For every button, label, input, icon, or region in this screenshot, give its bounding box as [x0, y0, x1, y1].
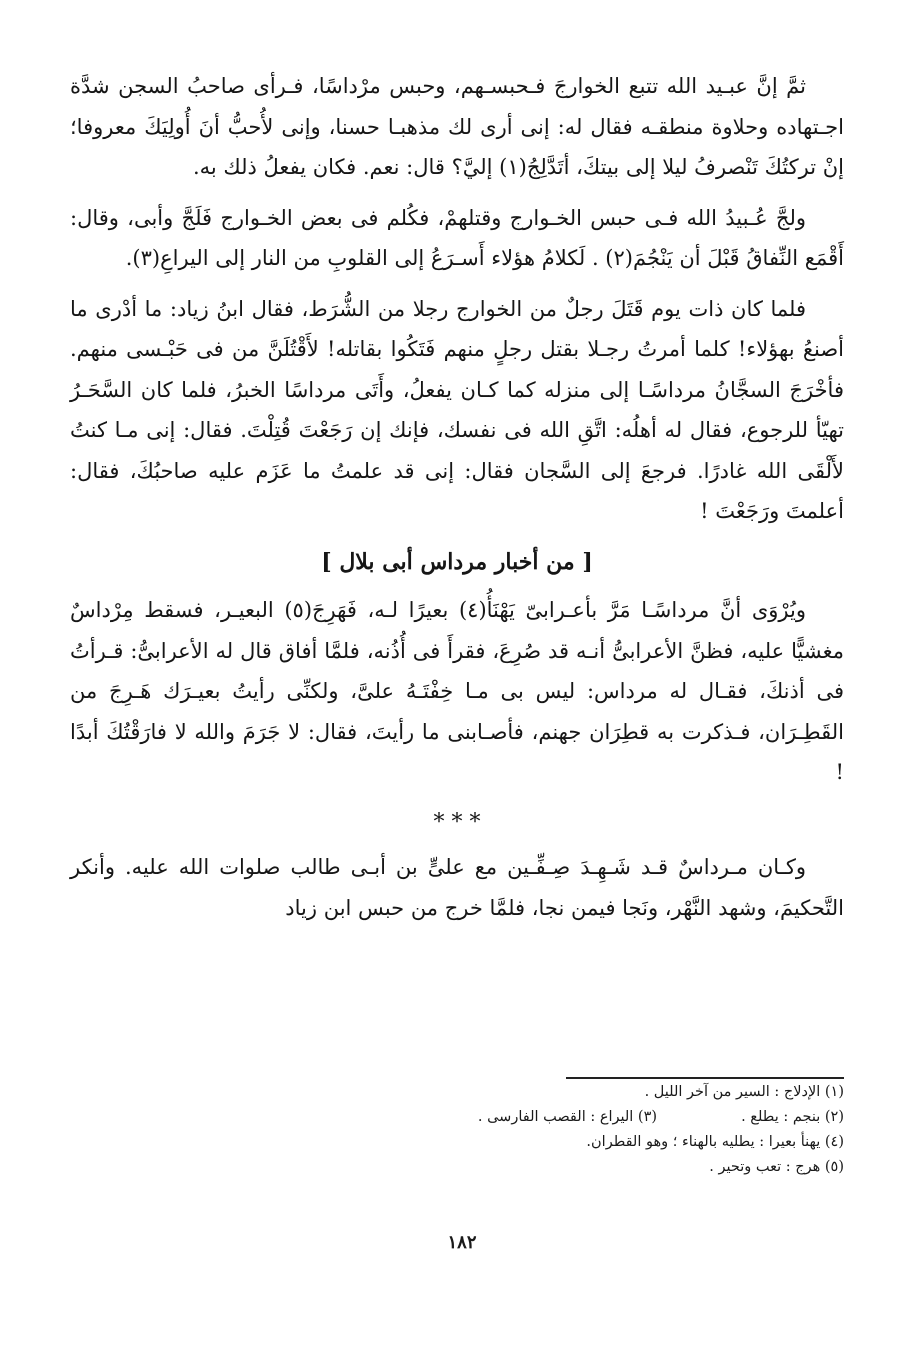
page-body — [70, 66, 844, 938]
footnote-4: (٤) يهنأ بعيرا : يطليه بالهناء ؛ وهو القطران. — [586, 1134, 844, 1150]
footnote-row-2-3 — [144, 1105, 844, 1130]
paragraph-1: ثمَّ إنَّ عبـيد الله تتبع الخوارجَ فـحبسـهم، وحبس مرْداسًا، فـرأى صاحبُ السجن شدَّة اجـتهاده وحلاوة منطقـه فقال له: إنى أرى لك مذهبـا حسنا، وإنى لأُحبُّ أنَ أُولِيَكَ معروفا؛ إنْ تركتُكَ تَنْصرفُ ليلا إلى بيتكَ، أتَدَّلِجُ(١) إليَّ؟ قال: نعم. فكان يفعلُ ذلك به. — [70, 74, 844, 179]
paragraph-3: فلما كان ذات يوم قَتَلَ رجلٌ من الخوارج رجلا من الشُّرَط، فقال ابنُ زياد: ما أدْرى ما أصنعُ بهؤلاء! كلما أمرتُ رجـلا بقتل رجلٍ منهم فَتَكُوا بقاتله! لأَقْتُلَنَّ من فى حَبْـسى منهم. فأخْرَجَ السجَّانُ مرداسًـا إلى منزله كما كـان يفعلُ، وأَتَى مرداسًا الخبرُ، فلما كان السَّحَـرُ تهيّأ للرجوع، فقال له أهلُه: اتَّقِ الله فى نفسك، فإنك إن رَجَعْتَ قُتِلْتَ. فقال: إنى مـا كنتُ لأَلْقَى الله غادرًا. فرجعَ إلى السَّجان فقال: إنى قد علمتُ ما عَزَم عليه صاحبُكَ، فقال: أعلمتَ ورَجَعْتَ ! — [70, 296, 844, 523]
paragraph-4: ويُرْوَى أنَّ مرداسًـا مَرَّ بأعـرابىّ يَهْنَأُ(٤) بعيرًا لـه، فَهَرِجَ(٥) البعيـر، فسقط مِرْداسٌ مغشيًّا عليه، فظنَّ الأعرابىُّ أنـه قد صُرِعَ، فقرأَ فى أُذُنه، فلمَّا أفاق قال له الأعرابىُّ: قـرأتُ فى أذنكَ، فقـال له مرداس: ليس بى مـا خِفْتَـهُ علىَّ، ولكنِّى رأيتُ بعيـرَك هَـرِجَ من القَطِـرَان، فـذكرت به قطِرَان جهنم، فأصـابنى ما رأيتَ، فقال: لا جَرَمَ والله لا فارَقْتُكَ أبدًا ! — [70, 598, 844, 784]
section-separator: * * * — [433, 809, 481, 835]
footnote-2: (٢) بنجم : يطلع . — [741, 1109, 844, 1125]
footnote-1: (١) الإدلاج : السير من آخر الليل . — [644, 1084, 844, 1100]
footnotes — [144, 1080, 844, 1180]
footnote-5: (٥) هرج : تعب وتحير . — [709, 1159, 844, 1175]
paragraph-5: وكـان مـرداسٌ قـد شَـهِـدَ صِـفِّـين مع علىٍّ بن أبـى طالب صلوات الله عليه. وأنكر التَّحكيمَ، وشهد النَّهْر، ونَجا فيمن نجا، فلمَّا خرج من حبس ابن زياد — [70, 855, 844, 920]
section-heading: [ من أخبار مرداس أبى بلال ] — [321, 548, 593, 575]
footnote-divider — [566, 1077, 844, 1079]
page-number: ١٨٢ — [447, 1232, 477, 1253]
footnote-3: (٣) اليراع : القصب الفارسى . — [477, 1109, 658, 1125]
paragraph-2: ولجَّ عُـبيدُ الله فـى حبس الخـوارج وقتلهمْ، فكُلم فى بعض الخـوارج فَلَجَّ وأبى، وقال: أَقْمَع النِّفاقُ قَبْلَ أن يَنْجُمَ(٢) . لَكلامُ هؤلاء أَسـرَعُ إلى القلوبِ من النار إلى اليراعِ(٣). — [70, 205, 844, 270]
